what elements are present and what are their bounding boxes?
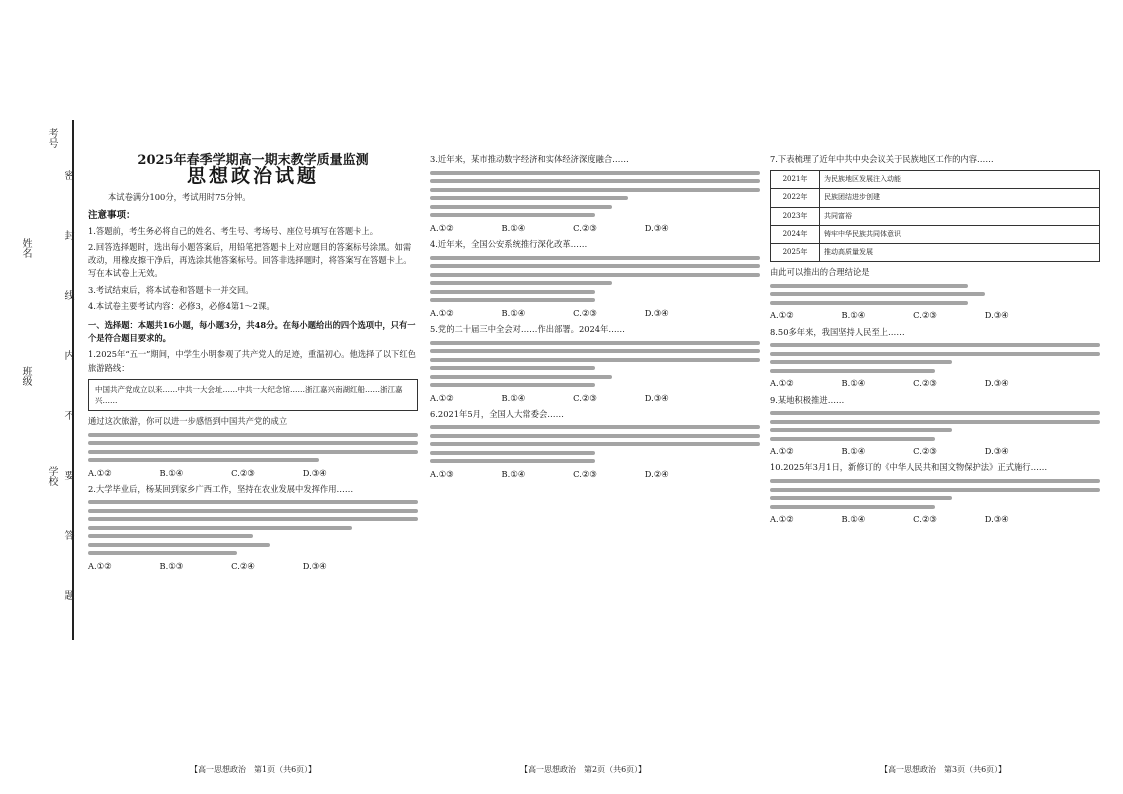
option: C.②④ [231,560,255,571]
binding-label-xuexiao: 学校 [46,466,57,486]
seal-char: 要 [62,470,73,480]
text-line [430,451,595,455]
table-cell-year: 2023年 [771,207,820,225]
question-7-stem: 7.下表梳理了近年中共中央会议关于民族地区工作的内容…… [770,154,994,164]
option: D.③④ [984,378,1009,389]
question-8-options [770,377,1100,390]
question-2-stem: 2.大学毕业后，杨某回到家乡广西工作，坚持在农业发展中发挥作用…… [88,483,354,494]
table-cell-year: 2022年 [771,189,820,207]
exam-info: 本试卷满分100分，考试用时75分钟。 [108,192,251,203]
binding-strip [0,120,82,640]
seal-char: 线 [62,290,73,300]
option: B.①④ [501,307,526,318]
notes-heading: 注意事项： [88,209,136,221]
table-cell-year: 2021年 [771,171,820,189]
table-row [771,189,1100,207]
table-row [771,225,1100,243]
seal-char: 密 [62,170,73,180]
text-line [88,500,418,504]
text-line [770,479,1100,483]
question-4-options [430,307,760,320]
option: B.①③ [159,560,184,571]
text-line [88,534,253,538]
option: D.③④ [302,467,327,478]
text-line [88,543,270,547]
question-3-options [430,222,760,235]
text-line [770,343,1100,347]
text-line [770,292,985,296]
text-line [430,358,760,362]
question-5-stem: 5.党的二十届三中全会对……作出部署。2024年…… [430,323,625,334]
text-line [770,369,935,373]
text-line [430,383,595,387]
question-10-options [770,513,1100,526]
text-line [770,360,952,364]
option: A.①② [770,378,794,389]
table-cell-year: 2025年 [771,244,820,262]
seal-char: 题 [62,590,73,600]
question-1-material: 中国共产党成立以来……中共一大会址……中共一大纪念馆……浙江嘉兴南湖红船……浙江嘉兴…… [88,379,418,411]
option: B.①④ [841,514,866,525]
option: A.①② [770,514,794,525]
binding-label-kaohao: 考号 [46,128,57,148]
column-page-3 [770,150,1100,760]
text-line [88,526,352,530]
text-line [88,517,418,521]
section-heading: 一、选择题：本题共16小题，每小题3分，共48分。在每小题给出的四个选项中，只有一个是符合题目要求的。 [88,320,416,344]
page-footer-1: 【高一思想政治 第1页（共6页）】 [190,765,317,774]
question-3-stem: 3.近年来，某市推动数字经济和实体经济深度融合…… [430,154,629,164]
seal-char: 答 [62,530,73,540]
question-8-stem: 8.50多年来，我国坚持人民至上…… [770,326,905,337]
table-cell-text: 推动高质量发展 [820,244,1100,262]
option: A.①② [430,222,454,233]
option: D.③④ [984,310,1009,321]
option: C.②③ [573,307,597,318]
question-2-options [88,560,418,573]
option: D.③④ [644,307,669,318]
text-line [430,366,595,370]
text-line [430,171,760,175]
note-item: 2.回答选择题时，选出每小题答案后，用铅笔把答题卡上对应题目的答案标号涂黑。如需改动，用橡皮擦干净后，再选涂其他答案标号。回答非选择题时，将答案写在答题卡上。写在本试卷上无效。 [88,242,412,279]
text-line [430,188,760,192]
text-line [430,290,595,294]
seal-char: 封 [62,230,73,240]
text-line [88,450,418,454]
question-7-table [770,170,1100,262]
text-line [770,437,935,441]
option: A.①② [430,307,454,318]
table-cell-year: 2024年 [771,225,820,243]
text-line [770,352,1100,356]
text-line [430,179,760,183]
option: B.①④ [841,378,866,389]
page-footer-3: 【高一思想政治 第3页（共6页）】 [880,765,1007,774]
note-item: 3.考试结束后，将本试卷和答题卡一并交回。 [88,284,254,295]
page-footer-2: 【高一思想政治 第2页（共6页）】 [520,765,647,774]
text-line [430,281,612,285]
question-9-stem: 9.某地积极推进…… [770,394,845,405]
option: C.②③ [913,446,937,457]
option: B.①④ [501,222,526,233]
table-row [771,244,1100,262]
text-line [88,509,418,513]
option: C.②③ [913,514,937,525]
seal-char: 内 [62,350,73,360]
text-line [430,375,612,379]
text-line [770,488,1100,492]
question-9-options [770,445,1100,458]
text-line [770,428,952,432]
option: C.②③ [913,310,937,321]
exam-title: 2025年春季学期高一期末教学质量监测 [137,153,369,168]
text-line [88,551,237,555]
text-line [430,459,595,463]
text-line [88,458,319,462]
text-line [430,341,760,345]
option: D.③④ [302,560,327,571]
binding-label-xingming: 姓名 [20,238,31,258]
binding-label-banji: 班级 [20,366,31,386]
text-line [770,505,935,509]
option: D.③④ [984,446,1009,457]
text-line [770,301,968,305]
text-line [430,298,595,302]
option: C.②③ [573,468,597,479]
question-1-after: 通过这次旅游，你可以进一步感悟到中国共产党的成立 [88,415,288,426]
option: B.①④ [501,468,526,479]
question-10-stem: 10.2025年3月1日，新修订的《中华人民共和国文物保护法》正式施行…… [770,462,1048,473]
text-line [430,213,595,217]
text-line [430,205,612,209]
question-6-options [430,468,760,481]
table-row [771,171,1100,189]
option: C.②③ [231,467,255,478]
text-line [88,441,418,445]
table-cell-text: 共同富裕 [820,207,1100,225]
text-line [430,425,760,429]
text-line [88,433,418,437]
option: A.①② [430,392,454,403]
subject-title: 思想政治试题 [186,165,319,188]
text-line [430,434,760,438]
option: A.①② [88,560,112,571]
question-6-stem: 6.2021年5月，全国人大常委会…… [430,408,564,419]
table-row [771,207,1100,225]
option: A.①② [770,310,794,321]
question-7-after: 由此可以推出的合理结论是 [770,267,870,278]
question-5-options [430,392,760,405]
question-7-options [770,309,1100,322]
option: D.③④ [644,392,669,403]
option: B.①④ [841,446,866,457]
text-line [430,349,760,353]
text-line [430,256,760,260]
table-cell-text: 为民族地区发展注入动能 [820,171,1100,189]
column-page-1 [88,150,418,760]
text-line [770,411,1100,415]
text-line [770,496,952,500]
option: B.①④ [841,310,866,321]
column-page-2 [430,150,760,760]
text-line [430,196,628,200]
option: C.②③ [913,378,937,389]
table-cell-text: 民族团结进步创建 [820,189,1100,207]
option: A.①③ [430,468,454,479]
option: B.①④ [501,392,526,403]
option: C.②③ [573,222,597,233]
text-line [430,442,760,446]
text-line [770,420,1100,424]
option: B.①④ [159,467,184,478]
question-4-stem: 4.近年来，全国公安系统推行深化改革…… [430,238,588,249]
text-line [430,264,760,268]
option: A.①② [770,446,794,457]
option: A.①② [88,467,112,478]
option: D.③④ [644,222,669,233]
binding-rule [72,120,74,640]
question-1-options [88,467,418,480]
note-item: 4.本试卷主要考试内容：必修3，必修4第1～2课。 [88,300,275,311]
note-item: 1.答题前，考生务必将自己的姓名、考生号、考场号、座位号填写在答题卡上。 [88,225,379,236]
option: D.②④ [644,468,669,479]
text-line [770,284,968,288]
text-line [430,273,760,277]
question-1-stem: 1.2025年“五一”期间，中学生小明参观了共产党人的足迹，重温初心。他选择了以下红色旅游路线： [88,349,416,373]
option: D.③④ [984,514,1009,525]
table-cell-text: 铸牢中华民族共同体意识 [820,225,1100,243]
seal-char: 不 [62,410,73,420]
option: C.②③ [573,392,597,403]
